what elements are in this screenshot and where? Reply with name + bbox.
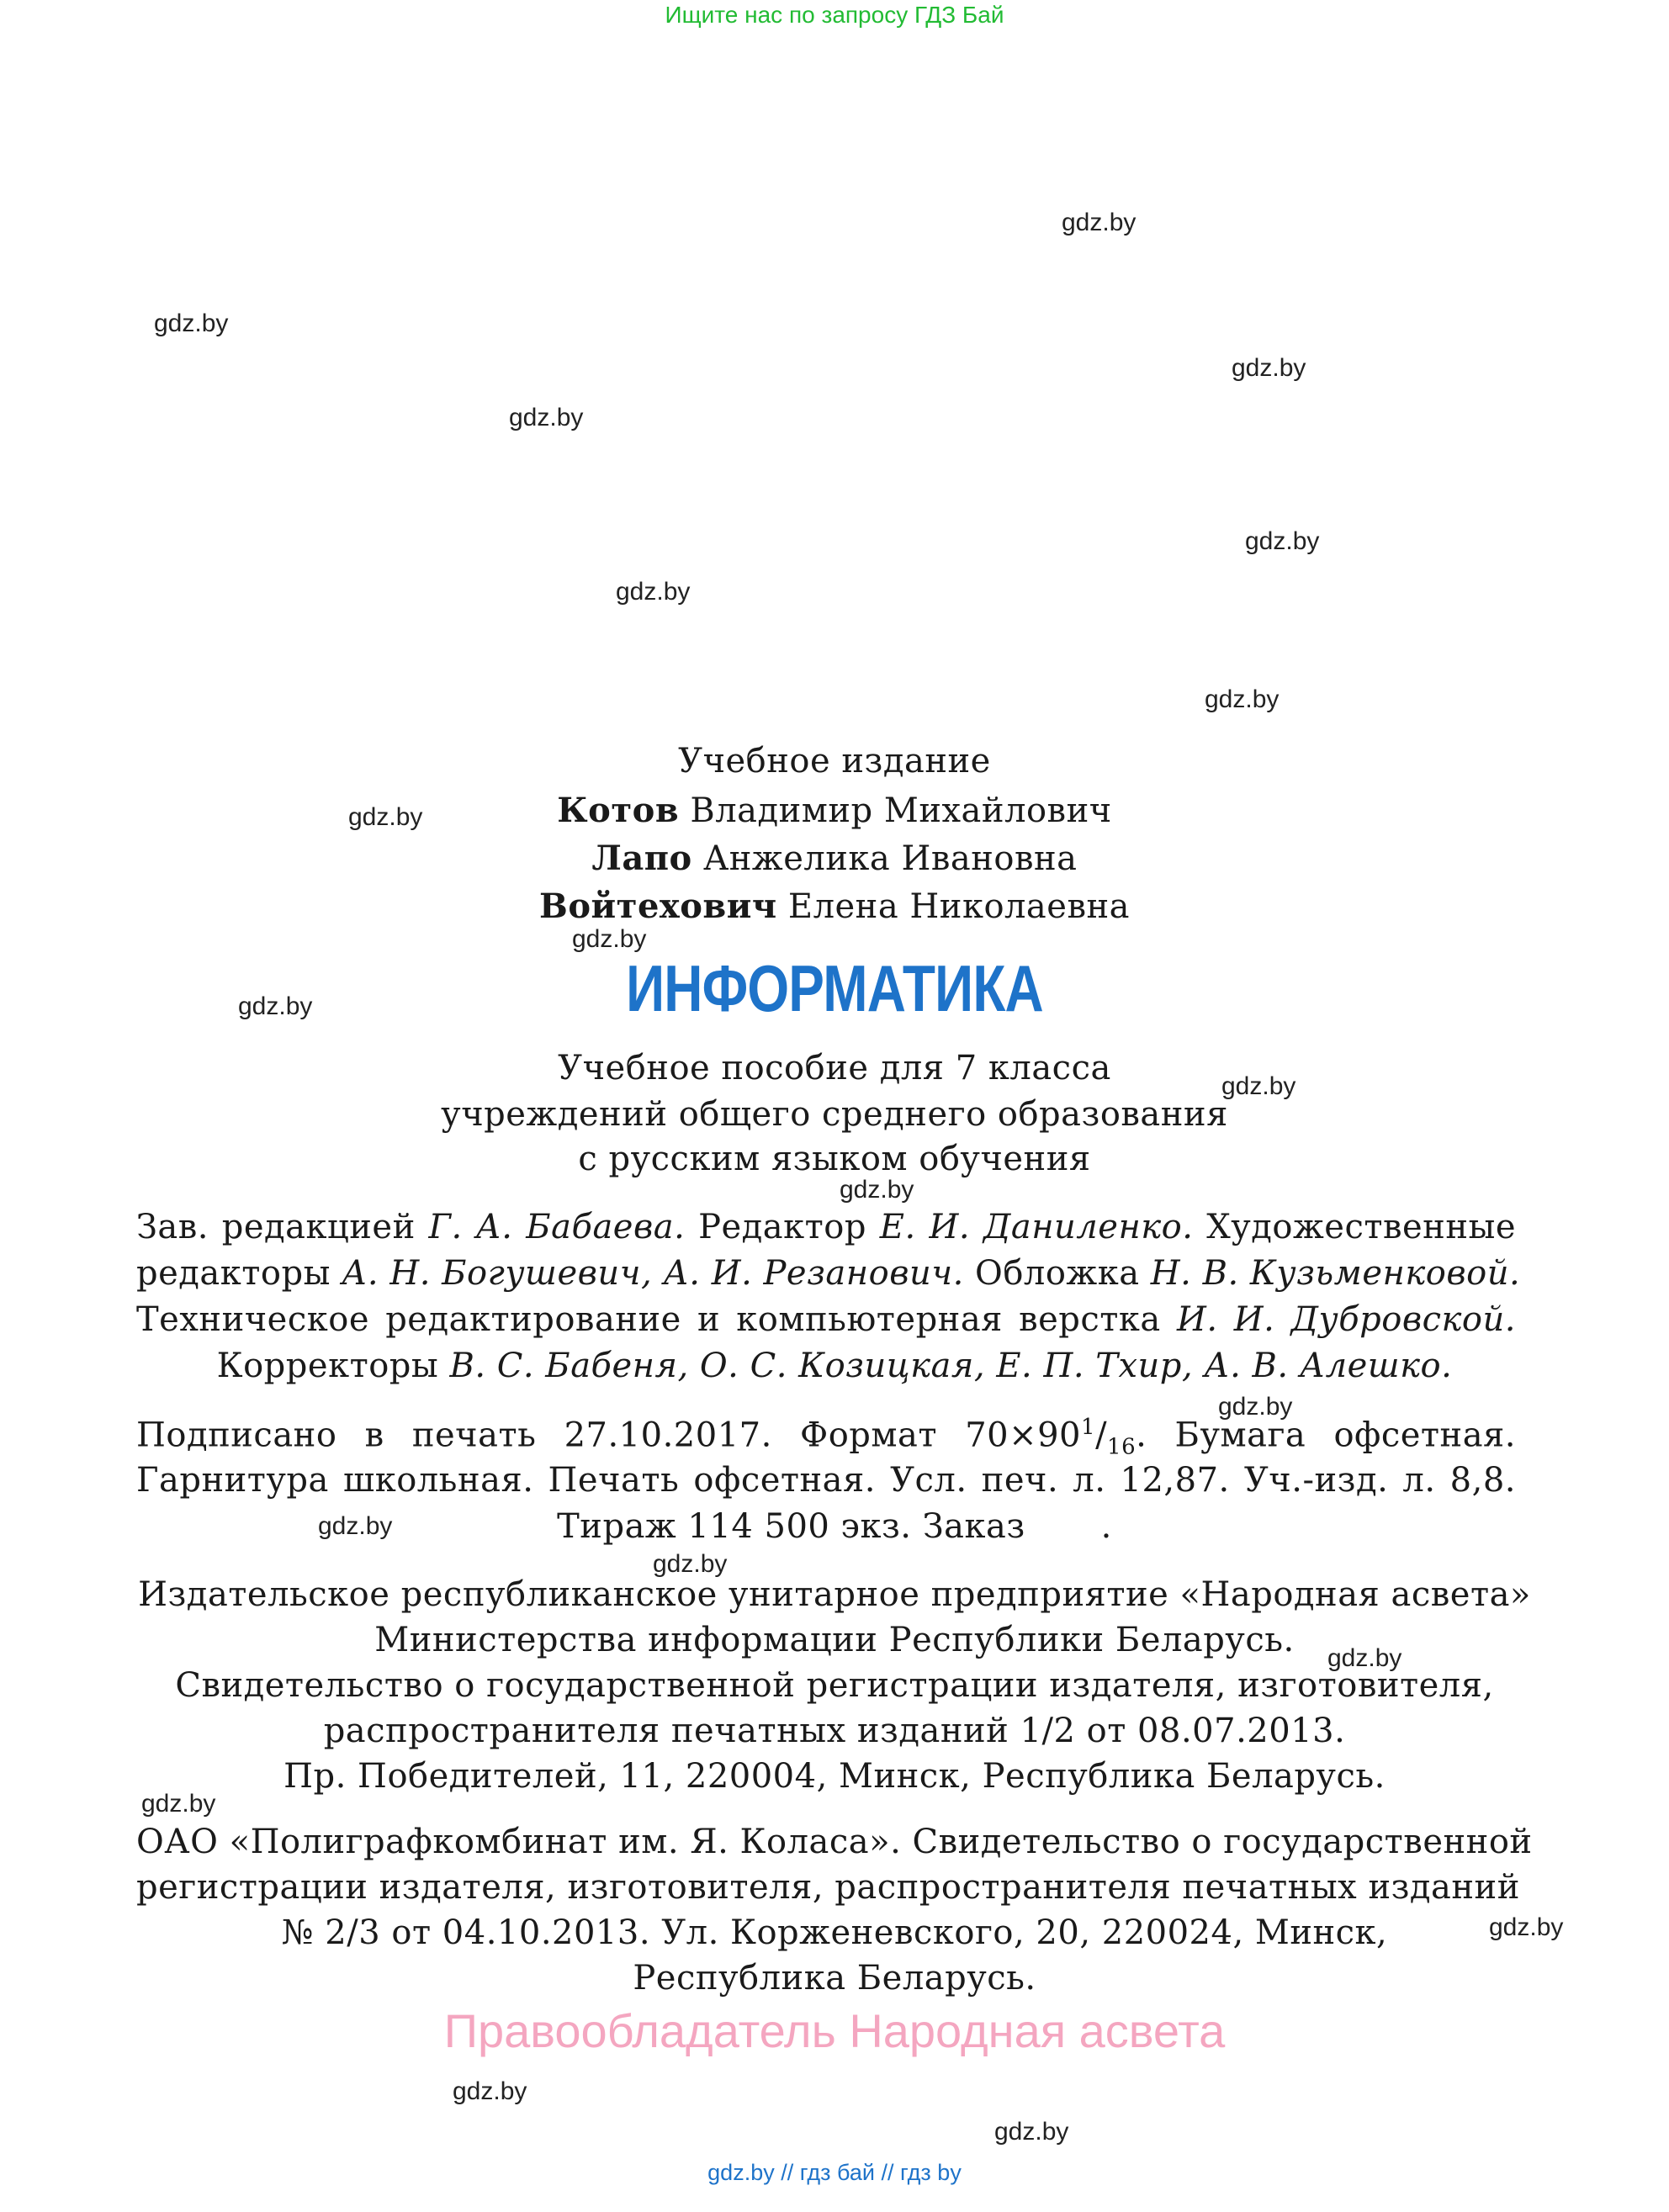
credits-line — [136, 1300, 1516, 1339]
credit-text: редакторы — [136, 1254, 331, 1293]
watermark: gdz.by — [348, 803, 423, 831]
watermark: gdz.by — [1245, 527, 1320, 555]
credits-line — [136, 1254, 1521, 1293]
print-order-end: . — [1100, 1507, 1112, 1546]
footer-link[interactable]: gdz.by — [707, 2160, 775, 2185]
rights-holder: Правообладатель Народная асвета — [443, 2004, 1226, 2057]
author-name: Елена Николаевна — [787, 887, 1130, 926]
printer-line: Республика Беларусь. — [633, 1959, 1036, 1998]
watermark: gdz.by — [1232, 354, 1306, 382]
publisher-line: распространителя печатных изданий 1/2 от 08.07.2013. — [323, 1712, 1346, 1750]
watermark: gdz.by — [840, 1176, 914, 1204]
footer-separator: // — [781, 2160, 794, 2185]
author-surname: Котов — [557, 791, 680, 830]
author-line — [0, 791, 1669, 830]
print-text: . Бумага офсетная. — [1136, 1416, 1517, 1455]
edition-type: Учебное издание — [678, 742, 991, 781]
credits-line — [0, 1347, 1669, 1385]
watermark: gdz.by — [318, 1512, 393, 1540]
publisher-line: Министерства информации Республики Беларусь. — [374, 1621, 1295, 1659]
print-info-line: Гарнитура школьная. Печать офсетная. Усл. печ. л. 12,87. Уч.-изд. л. 8,8. — [136, 1461, 1516, 1500]
watermark: gdz.by — [509, 404, 584, 431]
author-line — [0, 839, 1669, 878]
credit-text: Редактор — [698, 1208, 866, 1246]
publisher-line: Пр. Победителей, 11, 220004, Минск, Республика Беларусь. — [283, 1757, 1386, 1796]
print-text: Подписано в печать 27.10.2017. Формат 70×90 — [136, 1416, 1082, 1455]
watermark: gdz.by — [1221, 1072, 1296, 1100]
watermark: gdz.by — [1205, 685, 1280, 713]
footer-links — [0, 2160, 1669, 2186]
credit-text: Зав. редакцией — [136, 1208, 416, 1246]
author-surname: Лапо — [591, 839, 692, 878]
credit-name: И. И. Дубровской. — [1176, 1300, 1516, 1339]
credit-name: В. С. Бабеня, О. С. Козицкая, Е. П. Тхир, А. В. Алешко. — [449, 1347, 1453, 1385]
watermark: gdz.by — [1218, 1393, 1293, 1421]
printer-line: № 2/3 от 04.10.2013. Ул. Корженевского, 20, 220024, Минск, — [281, 1913, 1388, 1952]
printer-line: ОАО «Полиграфкомбинат им. Я. Коласа». Свидетельство о государственной — [136, 1823, 1533, 1861]
watermark: gdz.by — [453, 2077, 527, 2105]
credit-text: Техническое редактирование и компьютерная верстка — [136, 1300, 1161, 1339]
publisher-line: Издательское республиканское унитарное предприятие «Народная асвета» — [138, 1575, 1531, 1614]
watermark: gdz.by — [616, 578, 691, 606]
author-name: Владимир Михайлович — [690, 791, 1112, 830]
watermark: gdz.by — [154, 310, 229, 337]
format-numerator: 1 — [1081, 1415, 1096, 1440]
print-info-line — [0, 1507, 1669, 1546]
watermark: gdz.by — [572, 925, 647, 953]
watermark: gdz.by — [1327, 1644, 1402, 1672]
subtitle-line: учреждений общего среднего образования — [441, 1095, 1228, 1134]
author-line — [0, 886, 1669, 926]
subtitle-line: с русским языком обучения — [578, 1140, 1091, 1178]
author-surname: Войтехович — [539, 886, 777, 926]
book-title: ИНФОРМАТИКА — [626, 951, 1043, 1025]
subtitle-line: Учебное пособие для 7 класса — [558, 1049, 1111, 1087]
print-info-line: Подписано в печать 27.10.2017. Формат $70\times 90^1/_{16}$. Бумага офсетная. — [136, 1415, 1517, 1460]
format-denominator: 16 — [1107, 1434, 1137, 1460]
credit-name: Н. В. Кузьменковой. — [1150, 1254, 1521, 1293]
credit-text: Корректоры — [216, 1347, 439, 1385]
watermark: gdz.by — [653, 1550, 728, 1578]
footer-separator: // — [881, 2160, 894, 2185]
footer-link[interactable]: гдз by — [900, 2160, 962, 2185]
watermark: gdz.by — [1489, 1913, 1564, 1941]
credit-name: Г. А. Бабаева. — [428, 1208, 686, 1246]
credits-line — [136, 1208, 1516, 1246]
watermark: gdz.by — [238, 992, 313, 1020]
author-name: Анжелика Ивановна — [702, 839, 1078, 878]
top-banner: Ищите нас по запросу ГДЗ Бай — [665, 2, 1004, 28]
printer-line: регистрации издателя, изготовителя, распространителя печатных изданий — [136, 1868, 1520, 1907]
credit-name: А. Н. Богушевич, А. И. Резанович. — [342, 1254, 964, 1293]
credit-text: Обложка — [975, 1254, 1140, 1293]
credit-text: Художественные — [1206, 1208, 1517, 1246]
watermark: gdz.by — [141, 1790, 216, 1818]
credit-name: Е. И. Даниленко. — [879, 1208, 1194, 1246]
footer-link[interactable]: гдз бай — [799, 2160, 875, 2185]
watermark: gdz.by — [1062, 209, 1137, 236]
publisher-line: Свидетельство о государственной регистрации издателя, изготовителя, — [175, 1666, 1494, 1705]
watermark: gdz.by — [994, 2118, 1069, 2146]
print-run: Тираж 114 500 экз. Заказ — [557, 1507, 1025, 1546]
